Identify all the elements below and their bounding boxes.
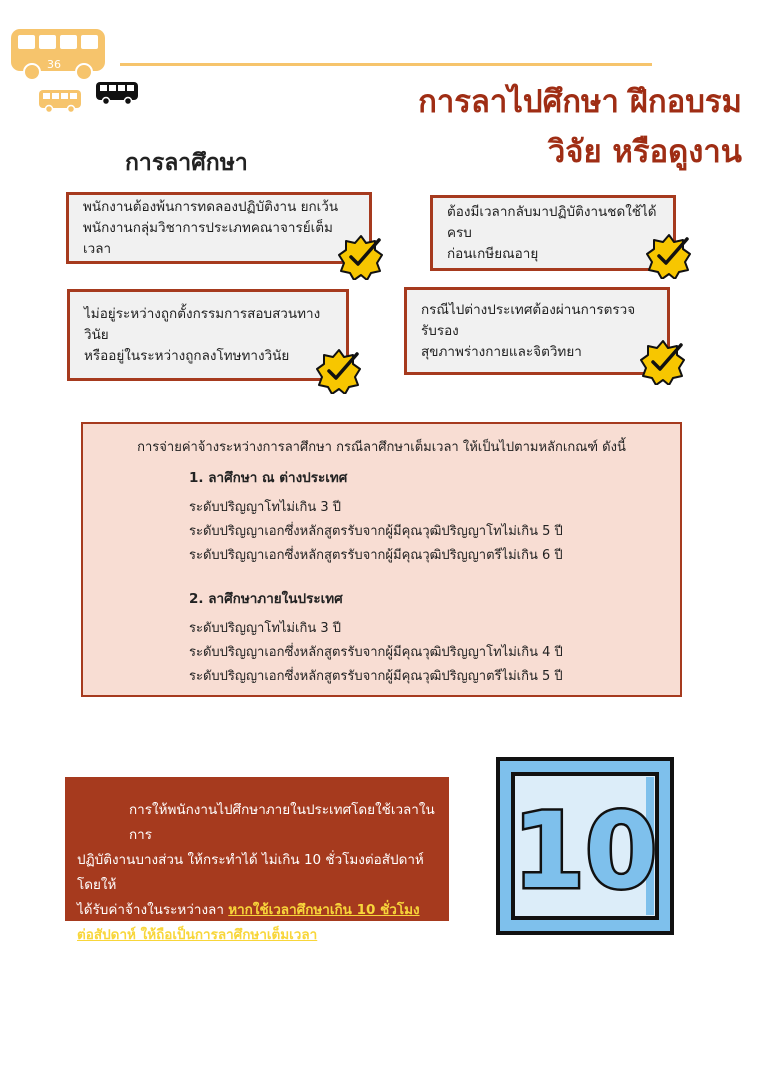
check-badge-icon	[646, 233, 692, 279]
note-line: การให้พนักงานไปศึกษาภายในประเทศโดยใช้เวลาในการ	[129, 802, 435, 843]
section-heading: การลาศึกษา	[125, 150, 248, 176]
domestic-rule-item: ระดับปริญญาเอกซึ่งหลักสูตรรับจากผู้มีคุณวุฒิปริญญาตรีไม่เกิน 5 ปี	[189, 669, 563, 684]
part-time-study-note	[65, 777, 449, 943]
abroad-rule-item: ระดับปริญญาเอกซึ่งหลักสูตรรับจากผู้มีคุณวุฒิปริญญาตรีไม่เกิน 6 ปี	[189, 548, 563, 563]
page-number: 36	[47, 58, 61, 71]
abroad-rule-item: ระดับปริญญาเอกซึ่งหลักสูตรรับจากผู้มีคุณวุฒิปริญญาโทไม่เกิน 5 ปี	[189, 524, 563, 539]
note-text: ได้รับค่าจ้างในระหว่างลา	[77, 902, 229, 918]
note-highlight: ต่อสัปดาห์ ให้ถือเป็นการลาศึกษาเต็มเวลา	[77, 927, 318, 943]
domestic-rule-item: ระดับปริญญาโทไม่เกิน 3 ปี	[189, 621, 341, 636]
check-badge-icon	[640, 339, 686, 385]
criteria-card-2	[430, 195, 676, 271]
check-badge-icon	[316, 348, 362, 394]
criteria-card-line: ก่อนเกษียณอายุ	[447, 245, 539, 262]
hours-badge-number: 10	[512, 790, 658, 912]
criteria-card-4	[404, 287, 670, 375]
salary-rules-intro: การจ่ายค่าจ้างระหว่างการลาศึกษา กรณีลาศึกษาเต็มเวลา ให้เป็นไปตามหลักเกณฑ์ ดังนี้	[137, 440, 626, 455]
header-divider	[120, 63, 652, 66]
note-line	[77, 898, 437, 923]
criteria-card-line: พนักงานกลุ่มวิชาการประเภทคณาจารย์เต็มเวลา	[83, 219, 333, 257]
criteria-card-line: พนักงานต้องพ้นการทดลองปฏิบัติงาน ยกเว้น	[83, 198, 339, 215]
bus-icon-large	[8, 26, 108, 82]
page-title-line-1: การลาไปศึกษา ฝึกอบรม	[418, 84, 742, 120]
salary-rules-box	[81, 422, 682, 697]
note-line: ปฏิบัติงานบางส่วน ให้กระทำได้ ไม่เกิน 10 ชั่วโมงต่อสัปดาห์ โดยให้	[77, 852, 424, 893]
bus-icon-small	[38, 88, 82, 114]
criteria-card-1	[66, 192, 372, 264]
bus-icon-black	[95, 80, 139, 106]
domestic-rule-item: ระดับปริญญาเอกซึ่งหลักสูตรรับจากผู้มีคุณวุฒิปริญญาโทไม่เกิน 4 ปี	[189, 645, 563, 660]
criteria-card-line: กรณีไปต่างประเทศต้องผ่านการตรวจรับรอง	[421, 301, 636, 339]
abroad-rule-item: ระดับปริญญาโทไม่เกิน 3 ปี	[189, 500, 341, 515]
abroad-heading: 1. ลาศึกษา ณ ต่างประเทศ	[189, 470, 348, 486]
number-ten-icon	[496, 757, 674, 935]
criteria-card-line: สุขภาพร่างกายและจิตวิทยา	[421, 343, 582, 360]
criteria-card-line: ไม่อยู่ระหว่างถูกตั้งกรรมการสอบสวนทางวินัย	[84, 305, 321, 343]
criteria-card-line: หรืออยู่ในระหว่างถูกลงโทษทางวินัย	[84, 347, 290, 364]
check-badge-icon	[338, 234, 384, 280]
criteria-card-line: ต้องมีเวลากลับมาปฏิบัติงานชดใช้ได้ครบ	[447, 203, 657, 241]
note-highlight: หากใช้เวลาศึกษาเกิน 10 ชั่วโมง	[228, 902, 420, 918]
page-title-line-2: วิจัย หรือดูงาน	[547, 134, 742, 170]
criteria-card-3	[67, 289, 349, 381]
domestic-heading: 2. ลาศึกษาภายในประเทศ	[189, 591, 343, 607]
